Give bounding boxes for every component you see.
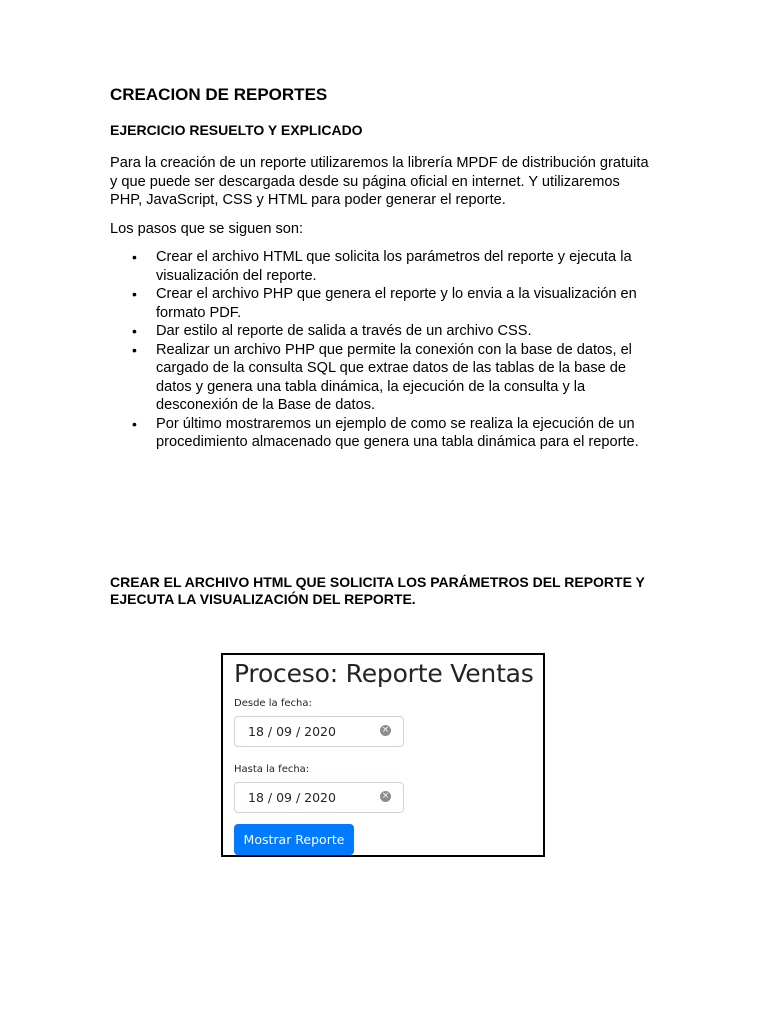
list-item xyxy=(110,285,658,322)
bullet-icon: • xyxy=(132,323,137,339)
document-subtitle: EJERCICIO RESUELTO Y EXPLICADO xyxy=(110,122,363,138)
step-text: Crear el archivo HTML que solicita los parámetros del reporte y ejecuta la visualización del reporte. xyxy=(156,249,632,284)
list-item xyxy=(110,248,658,285)
show-report-button[interactable]: Mostrar Reporte xyxy=(234,824,354,855)
step-text: Realizar un archivo PHP que permite la conexión con la base de datos, el cargado de la consulta SQL que extrae datos de las tablas de la base de datos y genera una tabla dinámica, la ejecución de la consulta y la desconexión de la Base de datos. xyxy=(156,341,632,413)
step-text: Por último mostraremos un ejemplo de como se realiza la ejecución de un procedimiento almacenado que genera una tabla dinámica para el reporte. xyxy=(156,415,639,450)
from-date-input[interactable] xyxy=(234,716,404,747)
to-date-value: 18 / 09 / 2020 xyxy=(248,790,336,805)
report-form-screenshot xyxy=(221,653,545,857)
from-date-label: Desde la fecha: xyxy=(234,698,312,709)
from-date-value: 18 / 09 / 2020 xyxy=(248,724,336,739)
steps-list xyxy=(110,248,658,452)
bullet-icon: • xyxy=(132,341,137,358)
bullet-icon: • xyxy=(132,249,137,265)
clear-icon[interactable]: × xyxy=(381,791,390,801)
list-item xyxy=(110,322,658,341)
bullet-icon: • xyxy=(132,286,137,302)
section-heading: CREAR EL ARCHIVO HTML QUE SOLICITA LOS PARÁMETROS DEL REPORTE Y EJECUTA LA VISUALIZACIÓN DEL REPORTE. xyxy=(110,574,645,607)
document-title: CREACION DE REPORTES xyxy=(110,85,328,104)
to-date-input[interactable] xyxy=(234,782,404,813)
list-item xyxy=(110,341,658,415)
intro-paragraph: Para la creación de un reporte utilizaremos la librería MPDF de distribución gratuita y que puede ser descargada desde su página oficial en internet. Y utilizaremos PHP, JavaScript, CSS y HTML para poder generar el reporte. xyxy=(110,155,649,208)
to-date-label: Hasta la fecha: xyxy=(234,764,310,775)
clear-icon[interactable]: × xyxy=(381,725,390,735)
bullet-icon: • xyxy=(132,415,137,432)
list-item xyxy=(110,415,658,452)
form-title: Proceso: Reporte Ventas xyxy=(234,659,534,688)
step-text: Crear el archivo PHP que genera el reporte y lo envia a la visualización en formato PDF. xyxy=(156,286,637,321)
steps-intro: Los pasos que se siguen son: xyxy=(110,221,304,237)
step-text: Dar estilo al reporte de salida a través de un archivo CSS. xyxy=(156,323,532,339)
